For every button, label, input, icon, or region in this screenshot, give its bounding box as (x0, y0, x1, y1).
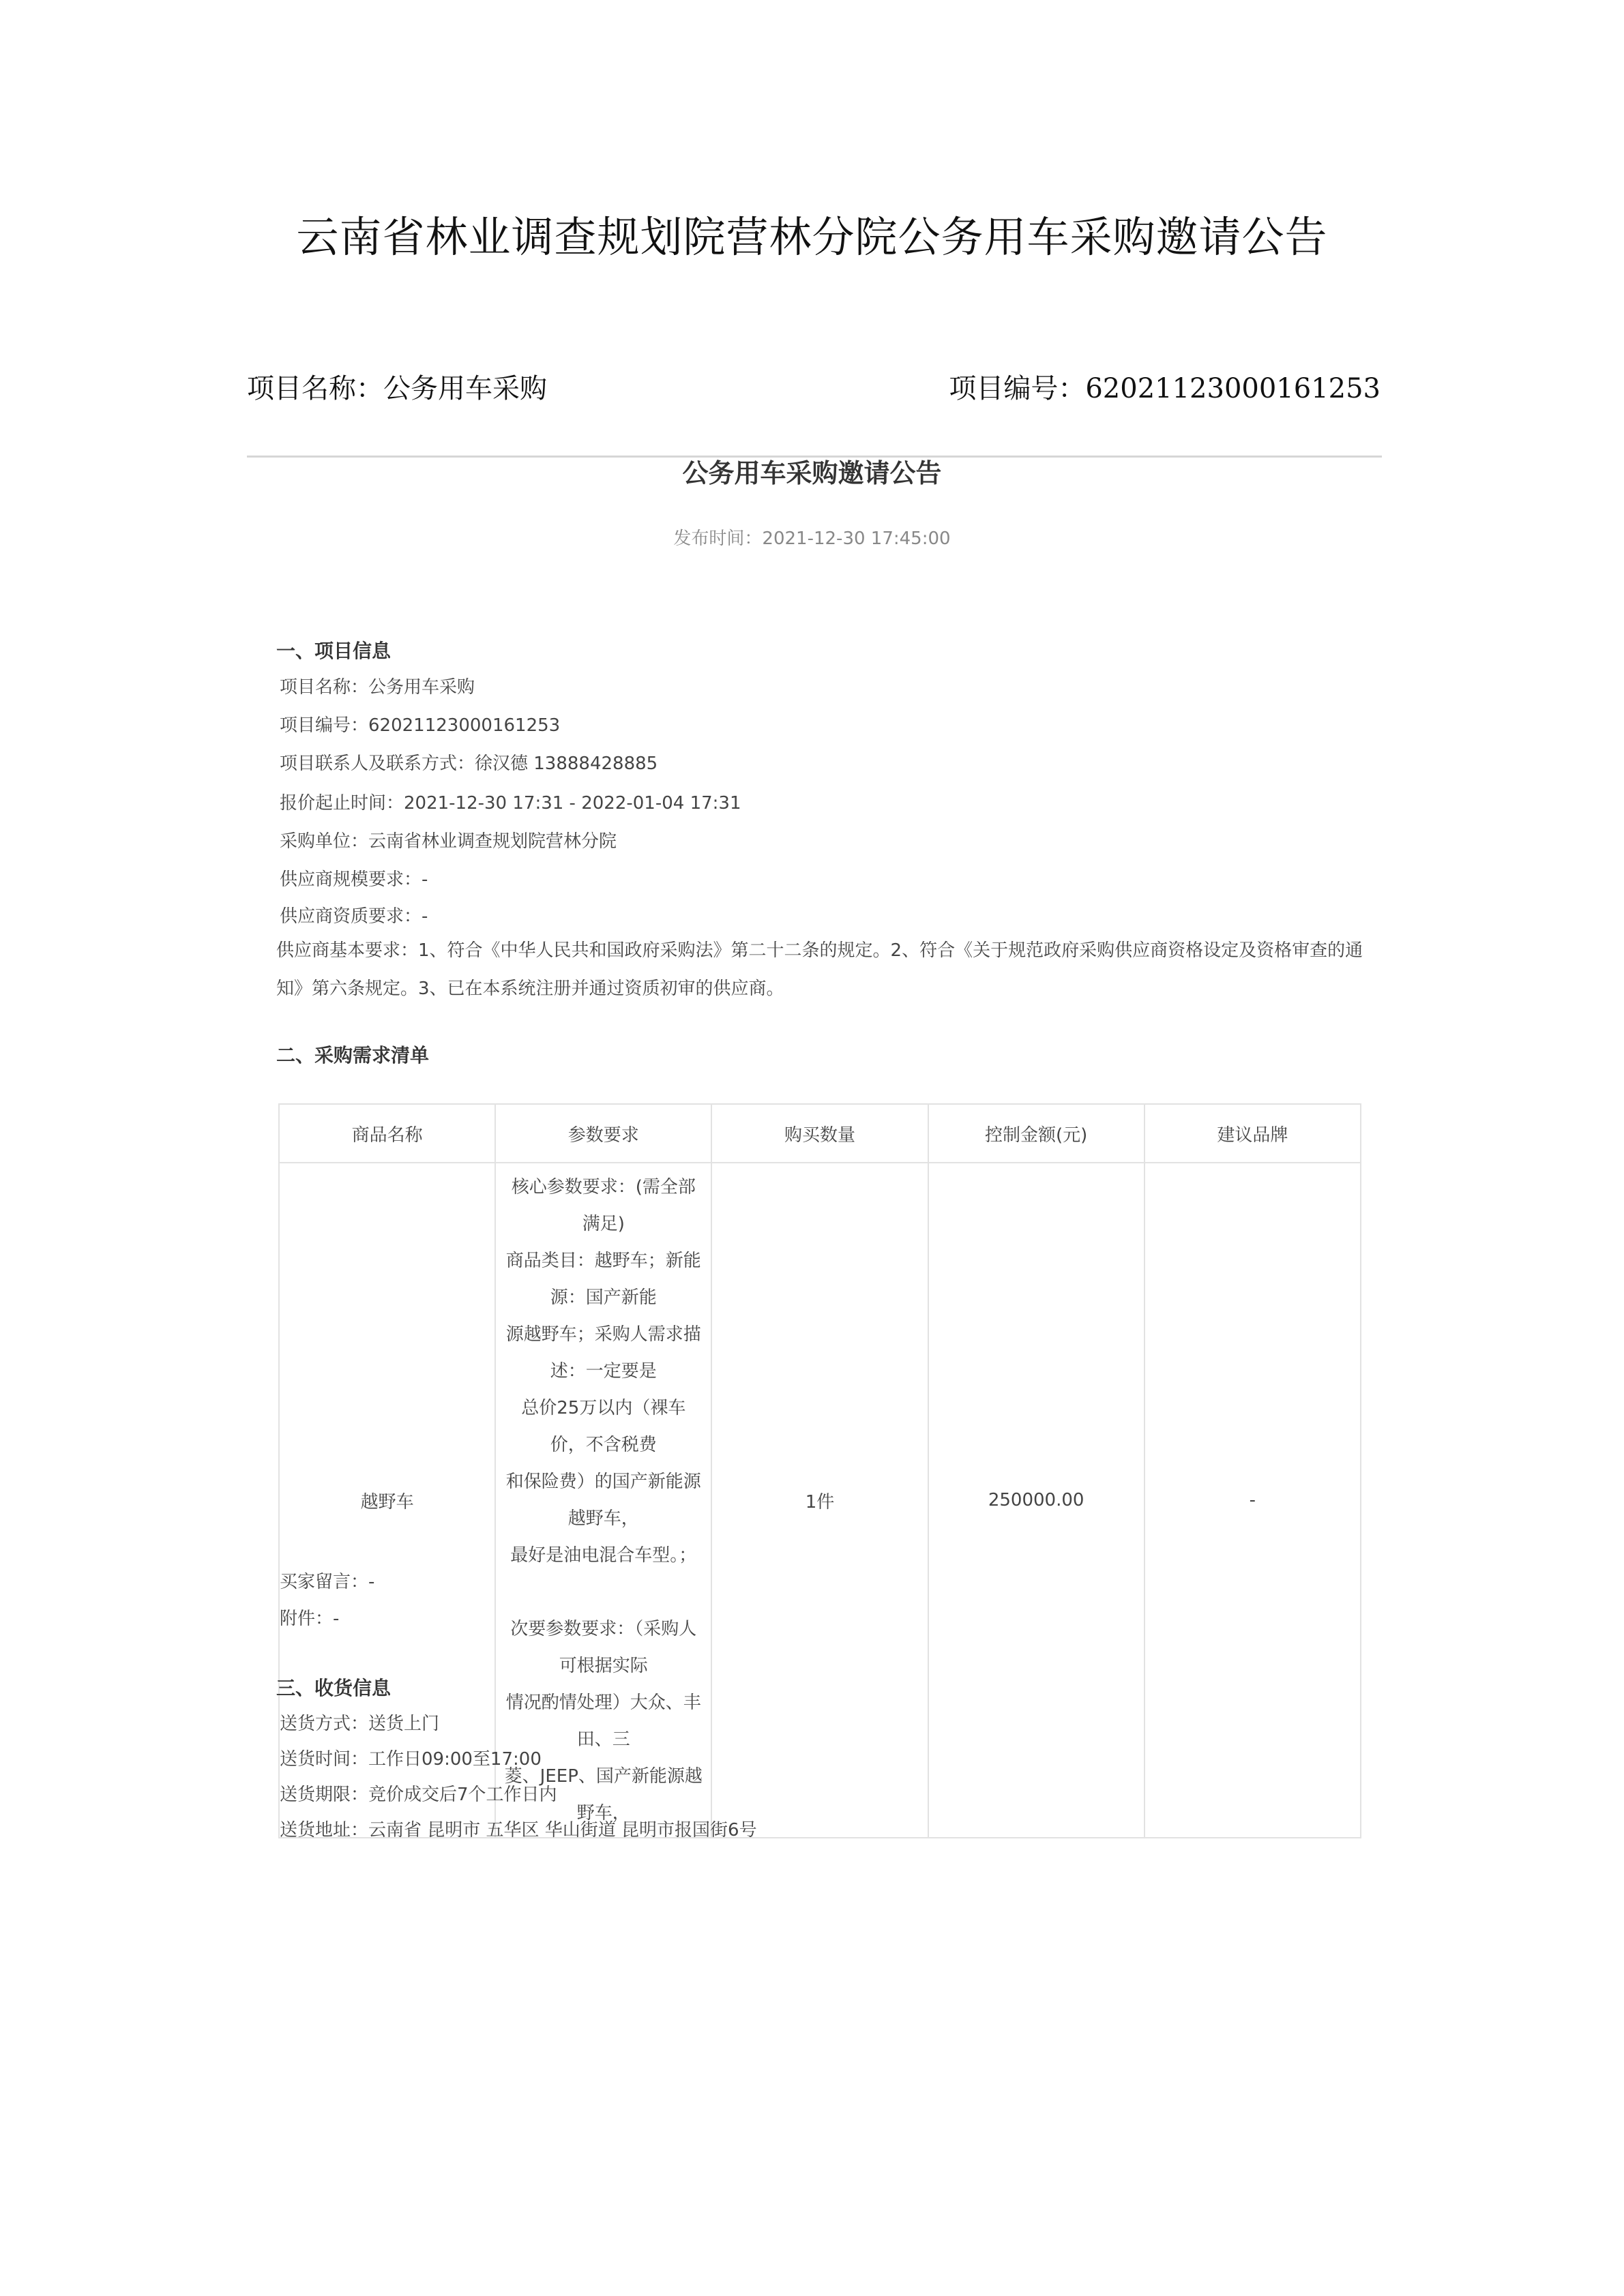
info-quote-period: 报价起止时间：2021-12-30 17:31 - 2022-01-04 17:31 (280, 793, 741, 814)
param-line: 次要参数要求：（采购人可根据实际 (510, 1619, 697, 1676)
section-project-info-heading: 一、项目信息 (276, 640, 392, 662)
delivery-method: 送货方式：送货上门 (280, 1714, 440, 1734)
col-parameters: 参数要求 (495, 1104, 711, 1163)
info-supplier-basic-requirement: 供应商基本要求：1、符合《中华人民共和国政府采购法》第二十二条的规定。2、符合《关于规范政府采购供应商资格设定及资格审查的通知》第六条规定。3、已在本系统注册并通过资质初审的供应商。 (276, 940, 1363, 999)
header-project-name (247, 368, 547, 409)
delivery-address: 送货地址：云南省 昆明市 五华区 华山街道 昆明市报国街6号 (280, 1820, 757, 1840)
project-number-label: 项目编号： (949, 373, 1086, 404)
cell-amount: 250000.00 (928, 1163, 1145, 1838)
param-line: 和保险费）的国产新能源越野车， (505, 1472, 701, 1529)
project-name-value: 公务用车采购 (383, 373, 547, 404)
param-line: 菱、JEEP、国产新能源越野车， (504, 1766, 703, 1823)
param-line: 商品类目：越野车；新能源：国产新能 (505, 1251, 701, 1308)
table-header-row (279, 1104, 1361, 1163)
cell-quantity: 1件 (711, 1163, 928, 1838)
cell-parameters (495, 1163, 711, 1838)
cell-brand: - (1145, 1163, 1361, 1838)
info-supplier-scale: 供应商规模要求：- (280, 869, 428, 890)
project-number-value: 62021123000161253 (1085, 373, 1381, 404)
header-project-number (949, 368, 1381, 409)
param-gap (504, 1574, 703, 1611)
info-supplier-qualification: 供应商资质要求：- (280, 906, 428, 927)
delivery-time: 送货时间：工作日09:00至17:00 (280, 1749, 542, 1770)
attachment: 附件：- (280, 1609, 340, 1629)
param-line: 源越野车；采购人需求描述：一定要是 (505, 1324, 701, 1382)
table-row (279, 1163, 1361, 1838)
delivery-deadline: 送货期限：竞价成交后7个工作日内 (280, 1785, 557, 1805)
param-line: 最好是油电混合车型。； (510, 1545, 697, 1566)
section-delivery-heading: 三、收货信息 (276, 1677, 392, 1699)
info-contact: 项目联系人及联系方式：徐汉德 13888428885 (280, 754, 658, 774)
info-project-number: 项目编号：62021123000161253 (280, 715, 561, 736)
param-line: 总价25万以内（裸车价，不含税费 (521, 1398, 686, 1455)
col-brand: 建议品牌 (1145, 1104, 1361, 1163)
section-requirement-list-heading: 二、采购需求清单 (276, 1044, 430, 1067)
col-quantity: 购买数量 (711, 1104, 928, 1163)
info-purchasing-unit: 采购单位：云南省林业调查规划院营林分院 (280, 831, 617, 852)
col-product-name: 商品名称 (279, 1104, 495, 1163)
param-line: 情况酌情处理）大众、丰田、三 (505, 1693, 701, 1750)
requirement-table (278, 1103, 1361, 1838)
notice-title: 公务用车采购邀请公告 (682, 458, 942, 488)
buyer-message: 买家留言：- (280, 1572, 375, 1592)
info-project-name: 项目名称：公务用车采购 (280, 677, 475, 698)
document-title: 云南省林业调查规划院营林分院公务用车采购邀请公告 (296, 212, 1328, 262)
param-line: 核心参数要求：(需全部满足) (511, 1177, 696, 1234)
col-amount: 控制金额(元) (928, 1104, 1145, 1163)
publish-time: 发布时间：2021-12-30 17:45:00 (673, 528, 951, 549)
cell-product-name: 越野车 (279, 1163, 495, 1838)
project-name-label: 项目名称： (247, 373, 383, 404)
